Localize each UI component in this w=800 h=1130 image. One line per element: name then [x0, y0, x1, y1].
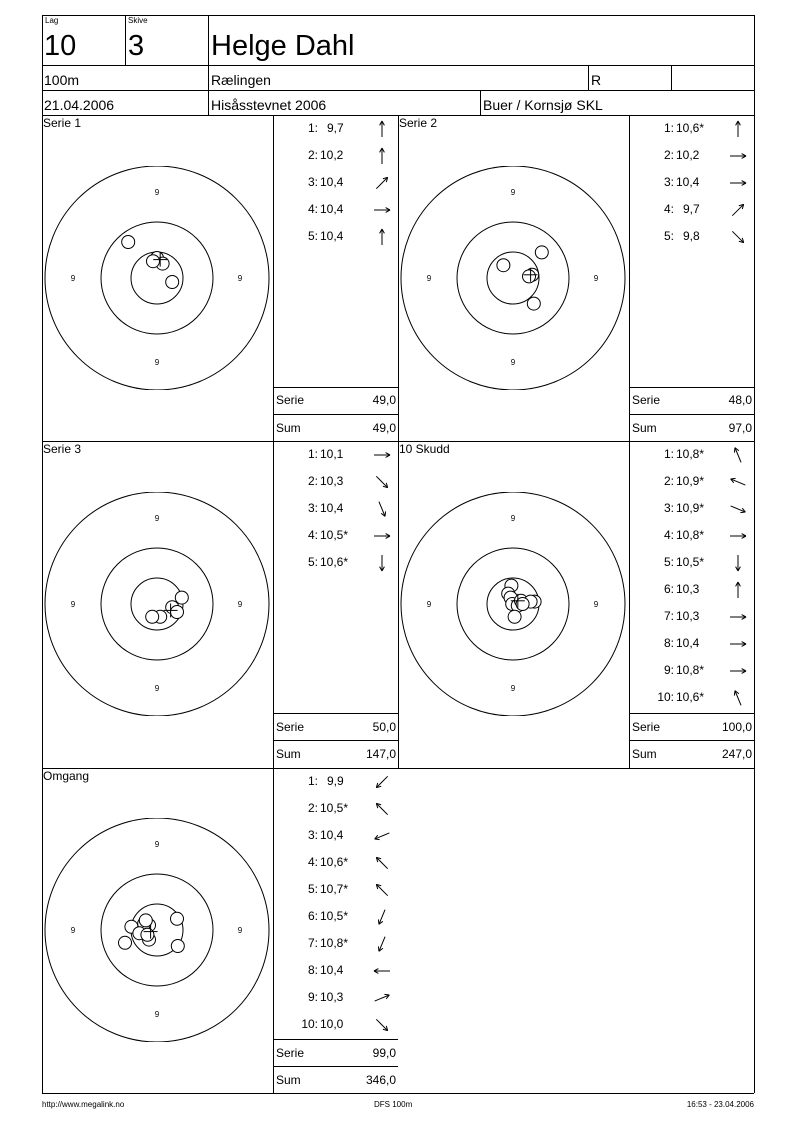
direction-arrow-icon [372, 228, 392, 246]
target-ring [101, 874, 213, 986]
shot-score: 9,8 [683, 229, 700, 243]
shot-row [274, 229, 398, 245]
shot-number: 4: [307, 855, 318, 869]
target-diagram [43, 166, 271, 390]
sum-score: 247,0 [721, 747, 752, 761]
shot-number: 3: [663, 501, 674, 515]
sum-label: Sum [632, 747, 657, 761]
shot-score: 10,3 [320, 990, 344, 1004]
direction-arrow-icon [372, 881, 392, 899]
ring-label: 9 [510, 684, 516, 693]
shot-row [630, 148, 754, 164]
direction-arrow-icon [372, 554, 392, 572]
ring-label: 9 [593, 600, 599, 609]
shot-row [274, 148, 398, 164]
shot-row [274, 774, 398, 790]
shot-score: 10,4 [320, 963, 344, 977]
direction-arrow-icon [728, 662, 748, 680]
ring-label: 9 [154, 514, 160, 523]
range-name: Buer / Kornsjø SKL [483, 97, 603, 113]
shot-number: 9: [663, 663, 674, 677]
serie-label: Serie [276, 1046, 305, 1060]
direction-arrow-icon [728, 689, 748, 707]
shot-row [274, 990, 398, 1006]
shot-score: 10,5* [320, 528, 349, 542]
shot-score: 10,3 [320, 474, 344, 488]
shot-row [274, 474, 398, 490]
direction-arrow-icon [728, 201, 748, 219]
direction-arrow-icon [728, 120, 748, 138]
ring-label: 9 [154, 840, 160, 849]
serie-score: 99,0 [372, 1046, 396, 1060]
shot-number: 7: [307, 936, 318, 950]
shot-row [630, 175, 754, 191]
shot-row [274, 963, 398, 979]
sum-label: Sum [276, 421, 301, 435]
direction-arrow-icon [728, 500, 748, 518]
ring-label: 9 [154, 684, 160, 693]
ring-label: 9 [154, 188, 160, 197]
shot-hole [535, 246, 548, 259]
distance: 100m [44, 72, 80, 88]
shot-number: 4: [307, 202, 318, 216]
skive-value: 3 [128, 30, 145, 62]
ring-label: 9 [510, 358, 516, 367]
shot-score: 10,6* [676, 690, 705, 704]
direction-arrow-icon [728, 527, 748, 545]
sum-score: 147,0 [365, 747, 396, 761]
shot-row [630, 555, 754, 571]
direction-arrow-icon [728, 473, 748, 491]
shot-row [630, 663, 754, 679]
sum-label: Sum [276, 1073, 301, 1087]
target-ring [45, 492, 269, 716]
direction-arrow-icon [372, 800, 392, 818]
shot-row [274, 801, 398, 817]
ring-label: 9 [593, 274, 599, 283]
ring-label: 9 [510, 514, 516, 523]
target-diagram [399, 492, 627, 716]
serie-score: 48,0 [728, 393, 752, 407]
shot-number: 1: [663, 121, 674, 135]
class: R [591, 72, 602, 88]
date: 21.04.2006 [44, 97, 115, 113]
shot-row [630, 121, 754, 137]
shot-hole [141, 928, 154, 941]
shot-score: 10,5* [320, 909, 349, 923]
shot-score: 10,8* [676, 447, 705, 461]
direction-arrow-icon [372, 500, 392, 518]
shot-hole [497, 259, 510, 272]
lag-label: Lag [45, 16, 59, 25]
direction-arrow-icon [372, 473, 392, 491]
shot-number: 3: [307, 175, 318, 189]
shot-row [274, 175, 398, 191]
serie-label: Serie [276, 720, 305, 734]
club: Rælingen [211, 72, 271, 88]
shot-number: 2: [307, 148, 318, 162]
shot-score: 9,7 [327, 121, 344, 135]
shot-hole [171, 940, 184, 953]
shot-number: 5: [663, 229, 674, 243]
direction-arrow-icon [372, 201, 392, 219]
shot-row [630, 636, 754, 652]
sum-score: 97,0 [728, 421, 752, 435]
shot-number: 9: [307, 990, 318, 1004]
shot-score: 10,8* [676, 528, 705, 542]
direction-arrow-icon [372, 935, 392, 953]
shot-number: 6: [663, 582, 674, 596]
shot-number: 5: [307, 555, 318, 569]
direction-arrow-icon [728, 608, 748, 626]
shot-score: 10,8* [676, 663, 705, 677]
shot-hole [146, 610, 159, 623]
ring-label: 9 [237, 926, 243, 935]
serie-score: 49,0 [372, 393, 396, 407]
shot-score: 10,4 [676, 636, 700, 650]
target-ring [401, 166, 625, 390]
shot-number: 3: [663, 175, 674, 189]
ring-label: 9 [426, 600, 432, 609]
event-name: Hisåsstevnet 2006 [211, 97, 327, 113]
ring-label: 9 [70, 600, 76, 609]
direction-arrow-icon [372, 120, 392, 138]
serie-score: 100,0 [721, 720, 752, 734]
skive-label: Skive [128, 16, 148, 25]
direction-arrow-icon [372, 908, 392, 926]
serie-score: 50,0 [372, 720, 396, 734]
shot-score: 10,3 [676, 609, 700, 623]
shot-row [274, 501, 398, 517]
panel-title: 10 Skudd [399, 442, 450, 456]
footer-program: DFS 100m [374, 1100, 413, 1109]
shot-score: 10,2 [676, 148, 700, 162]
shot-row [630, 690, 754, 706]
shot-score: 10,1 [320, 447, 344, 461]
panel-title: Omgang [43, 769, 90, 783]
shot-number: 3: [307, 828, 318, 842]
shot-row [630, 609, 754, 625]
ring-label: 9 [426, 274, 432, 283]
shot-score: 10,5* [320, 801, 349, 815]
shot-number: 8: [663, 636, 674, 650]
shot-score: 10,6* [320, 855, 349, 869]
direction-arrow-icon [728, 581, 748, 599]
direction-arrow-icon [372, 147, 392, 165]
shot-score: 10,4 [676, 175, 700, 189]
shot-hole [523, 270, 536, 283]
shot-row [274, 1017, 398, 1033]
shot-score: 10,4 [320, 828, 344, 842]
shot-number: 5: [663, 555, 674, 569]
shot-row [630, 582, 754, 598]
shot-score: 10,4 [320, 175, 344, 189]
shot-row [274, 528, 398, 544]
shot-number: 3: [307, 501, 318, 515]
ring-label: 9 [70, 274, 76, 283]
shot-number: 4: [663, 202, 674, 216]
ring-label: 9 [237, 274, 243, 283]
shot-row [274, 909, 398, 925]
shot-row [274, 555, 398, 571]
shot-score: 10,0 [320, 1017, 344, 1031]
shot-score: 10,8* [320, 936, 349, 950]
shot-score: 10,3 [676, 582, 700, 596]
shot-number: 5: [307, 882, 318, 896]
shot-number: 2: [663, 148, 674, 162]
footer-timestamp: 16:53 - 23.04.2006 [686, 1100, 754, 1109]
shot-row [274, 202, 398, 218]
shot-row [630, 229, 754, 245]
direction-arrow-icon [372, 989, 392, 1007]
direction-arrow-icon [372, 1016, 392, 1034]
ring-label: 9 [510, 188, 516, 197]
shot-hole [122, 236, 135, 249]
shot-row [630, 528, 754, 544]
shot-score: 10,6* [676, 121, 705, 135]
shot-number: 7: [663, 609, 674, 623]
shot-number: 1: [663, 447, 674, 461]
shot-number: 1: [307, 447, 318, 461]
shot-row [630, 447, 754, 463]
shot-number: 2: [307, 474, 318, 488]
shot-score: 10,2 [320, 148, 344, 162]
shooter-name: Helge Dahl [211, 30, 355, 62]
shot-hole [171, 606, 184, 619]
shot-number: 2: [307, 801, 318, 815]
serie-label: Serie [632, 720, 661, 734]
shot-hole [147, 255, 160, 268]
shot-row [630, 501, 754, 517]
panel-title: Serie 3 [43, 442, 82, 456]
shot-hole [166, 276, 179, 289]
target-ring [457, 222, 569, 334]
shot-score: 10,5* [676, 555, 705, 569]
shot-number: 4: [663, 528, 674, 542]
shot-number: 4: [307, 528, 318, 542]
direction-arrow-icon [728, 635, 748, 653]
shot-score: 9,7 [683, 202, 700, 216]
shot-score: 10,9* [676, 501, 705, 515]
target-diagram [43, 492, 271, 716]
direction-arrow-icon [728, 228, 748, 246]
panel-title: Serie 1 [43, 116, 82, 130]
sum-label: Sum [632, 421, 657, 435]
direction-arrow-icon [372, 854, 392, 872]
shot-number: 5: [307, 229, 318, 243]
ring-label: 9 [154, 1010, 160, 1019]
shot-hole [175, 591, 188, 604]
target-diagram [399, 166, 627, 390]
direction-arrow-icon [728, 174, 748, 192]
shot-score: 10,4 [320, 202, 344, 216]
shot-score: 10,9* [676, 474, 705, 488]
target-ring [101, 222, 213, 334]
target-ring [45, 166, 269, 390]
shot-row [630, 202, 754, 218]
direction-arrow-icon [372, 446, 392, 464]
target-diagram [43, 818, 271, 1042]
shot-number: 2: [663, 474, 674, 488]
shot-score: 10,6* [320, 555, 349, 569]
shot-number: 10: [301, 1017, 318, 1031]
direction-arrow-icon [728, 147, 748, 165]
serie-label: Serie [276, 393, 305, 407]
direction-arrow-icon [728, 554, 748, 572]
shot-row [274, 855, 398, 871]
shot-score: 10,4 [320, 501, 344, 515]
shot-number: 1: [307, 774, 318, 788]
footer-url[interactable]: http://www.megalink.no [42, 1100, 125, 1109]
shot-row [274, 828, 398, 844]
direction-arrow-icon [372, 527, 392, 545]
sum-label: Sum [276, 747, 301, 761]
shot-number: 6: [307, 909, 318, 923]
shot-score: 10,4 [320, 229, 344, 243]
shot-number: 10: [657, 690, 674, 704]
lag-value: 10 [44, 30, 77, 62]
shot-row [630, 474, 754, 490]
sum-score: 49,0 [372, 421, 396, 435]
shot-score: 10,7* [320, 882, 349, 896]
sum-score: 346,0 [365, 1073, 396, 1087]
ring-label: 9 [154, 358, 160, 367]
shot-hole [508, 610, 521, 623]
shot-hole [171, 912, 184, 925]
shot-row [274, 447, 398, 463]
ring-label: 9 [237, 600, 243, 609]
serie-label: Serie [632, 393, 661, 407]
shot-row [274, 121, 398, 137]
shot-row [274, 882, 398, 898]
direction-arrow-icon [372, 174, 392, 192]
target-ring [45, 818, 269, 1042]
ring-label: 9 [70, 926, 76, 935]
direction-arrow-icon [372, 773, 392, 791]
target-ring [101, 548, 213, 660]
panel-title: Serie 2 [399, 116, 438, 130]
shot-number: 8: [307, 963, 318, 977]
shot-score: 9,9 [327, 774, 344, 788]
shot-number: 1: [307, 121, 318, 135]
shot-row [274, 936, 398, 952]
shot-hole [119, 936, 132, 949]
direction-arrow-icon [372, 827, 392, 845]
shot-hole [527, 297, 540, 310]
direction-arrow-icon [728, 446, 748, 464]
direction-arrow-icon [372, 962, 392, 980]
